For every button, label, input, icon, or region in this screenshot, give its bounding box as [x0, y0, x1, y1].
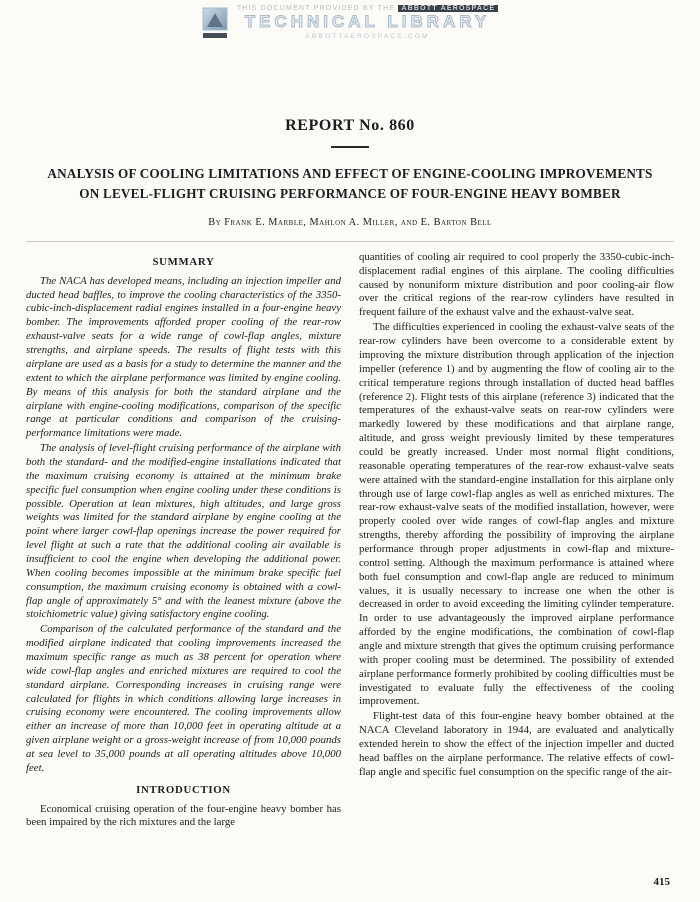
- body-paragraph-2: The difficulties experienced in cooling the exhaust-valve seats of the rear-row cylinders have been overcome to a considerable extent by improving the mixture distribution through application of the injection impeller (reference 1) and by augmenting the flow of cooling air to the critical temperature regions through installation of ducted head baffles (reference 2). Flight tests of this airplane (reference 3) indicated that the temperatures of the exhaust-valve seats on rear-row cylinders were markedly lowered by these modifications and that airplane range, altitude, and gross weight previously limited by these temperatures could be greatly increased. Under most normal flight conditions, reasonable operating temperatures of the rear-row exhaust-valve seats were attained with the standard-engine installation for this airplane only through use of large cowl-flap angles as well as enriched mixtures. The rear-row exhaust-valve seats of the modified installation, however, were properly cooled over wide ranges of cowl-flap angles and mixture strengths, thereby affording the possibility of improving the airplane performance through proper adjustments in cowl-flap and mixture-control setting. Although the maximum performance is attained where both fuel consumption and cowl-flap angle are reduced to minimum values, it is usually necessary to increase one when the other is decreased in order to avoid exceeding the limiting cylinder temperature. In order to use advantageously the improved airplane performance afforded by the engine modifications, the combination of cowl-flap angle and mixture strength that gives the optimum cruising performance with proper cooling must be determined. The possibility of extended airplane performance formerly prohibited by cooling difficulties must be investigated to evaluate fully the effectiveness of the cooling improvement.: [359, 321, 674, 708]
- paper-title: [26, 164, 674, 205]
- watermark-provided-by-text: THIS DOCUMENT PROVIDED BY THE: [236, 5, 396, 12]
- watermark-site-url: ABBOTTAEROSPACE.COM: [305, 32, 430, 40]
- summary-paragraph-2: The analysis of level-flight cruising performance of the airplane with both the standard- and the modified-engine installations indicated that the maximum cruising economy is attained at the minimum brake specific fuel consumption when engine cooling under these conditions is possible. Operation at lean mixtures, high altitudes, and large gross weights was limited for the standard airplane by engine cooling at the point where larger cowl-flap openings increase the power required for level flight at such a rate that the additional cooling air available is insufficient to cool the engine when developing the additional power. When cooling becomes impossible at the minimum brake specific fuel consumption, the maximum cruising economy is obtained with a cowl-flap angle of approximately 5° and with the leanest mixture (above the stoichiometric value) giving satisfactory engine cooling.: [26, 442, 341, 621]
- summary-paragraph-1: The NACA has developed means, including an injection impeller and ducted head baffles, to improve the cooling characteristics of the 3350-cubic-inch-displacement radial engines installed in a four-engine heavy bomber. The improvements afforded proper cooling of the rear-row exhaust-valve seats for a wide range of cowl-flap angles, mixture strengths, and airplane speeds. The results of flight tests with this airplane are used as a basis for a study to determine the manner and the extent to which the airplane performance was limited by engine cooling. By means of this analysis for both the standard airplane and the airplane with engine-cooling modifications, comparison of the specific range at particular conditions and comparison of the cruising-performance limitations were made.: [26, 274, 341, 440]
- report-number: REPORT No. 860: [285, 117, 415, 134]
- two-column-body: [26, 251, 674, 831]
- paper-title-line-1: ANALYSIS OF COOLING LIMITATIONS AND EFFECT OF ENGINE-COOLING IMPROVEMENTS: [47, 166, 653, 181]
- byline: By Frank E. Marble, Mahlon A. Miller, and E. Barton Bell: [208, 216, 492, 228]
- right-column: [359, 251, 674, 831]
- body-paragraph-3: Flight-test data of this four-engine heavy bomber obtained at the NACA Cleveland laboratory in 1944, are evaluated and analytically extended herein to show the effect of the injection impeller and ducted head baffles on the airplane performance. The relative effects of cowl-flap angle and specific fuel consumption on the specific range of the air-: [359, 710, 674, 778]
- header-divider: [26, 241, 674, 242]
- paper-title-line-2: ON LEVEL-FLIGHT CRUISING PERFORMANCE OF FOUR-ENGINE HEAVY BOMBER: [79, 186, 621, 202]
- abbott-aerospace-logo-icon: [202, 7, 228, 39]
- body-paragraph-continuation: quantities of cooling air required to cool properly the 3350-cubic-inch-displacement radial engines of this airplane. The cooling difficulties caused by nonuniform mixture distribution and poor cooling-air flow over the critical regions of the rear-row cylinders have resulted in frequent failure of the exhaust valve and the exhaust-valve seat.: [359, 250, 674, 319]
- watermark-banner: [26, 0, 674, 51]
- page-number: 415: [653, 876, 670, 888]
- report-number-divider: [331, 146, 369, 148]
- left-column: [26, 251, 341, 831]
- introduction-heading: INTRODUCTION: [136, 783, 231, 796]
- watermark-text-block: [237, 5, 499, 40]
- watermark-provided-by: [237, 5, 499, 12]
- summary-heading: SUMMARY: [152, 255, 215, 268]
- introduction-paragraph-1: Economical cruising operation of the four-engine heavy bomber has been impaired by the rich mixtures and the large: [26, 802, 341, 829]
- summary-paragraph-3: Comparison of the calculated performance of the standard and the modified airplane indicated that cooling improvements increased the maximum specific range as much as 38 percent for operation where wide cowl-flap angles and enriched mixtures are required to cool the standard airplane. Corresponding increases in cruising range were calculated for flights in which conditions allowing large increases in cruising economy were encountered. The cooling improvements allow either an increase of more than 10,000 feet in operating altitude at a given airplane weight or a gross-weight increase of from 10,000 pounds at sea level to 35,000 pounds at all operating altitudes above 10,000 feet.: [26, 623, 341, 774]
- watermark-provider-name: ABBOTT AEROSPACE: [398, 5, 498, 12]
- watermark-library-title: TECHNICAL LIBRARY: [244, 12, 491, 31]
